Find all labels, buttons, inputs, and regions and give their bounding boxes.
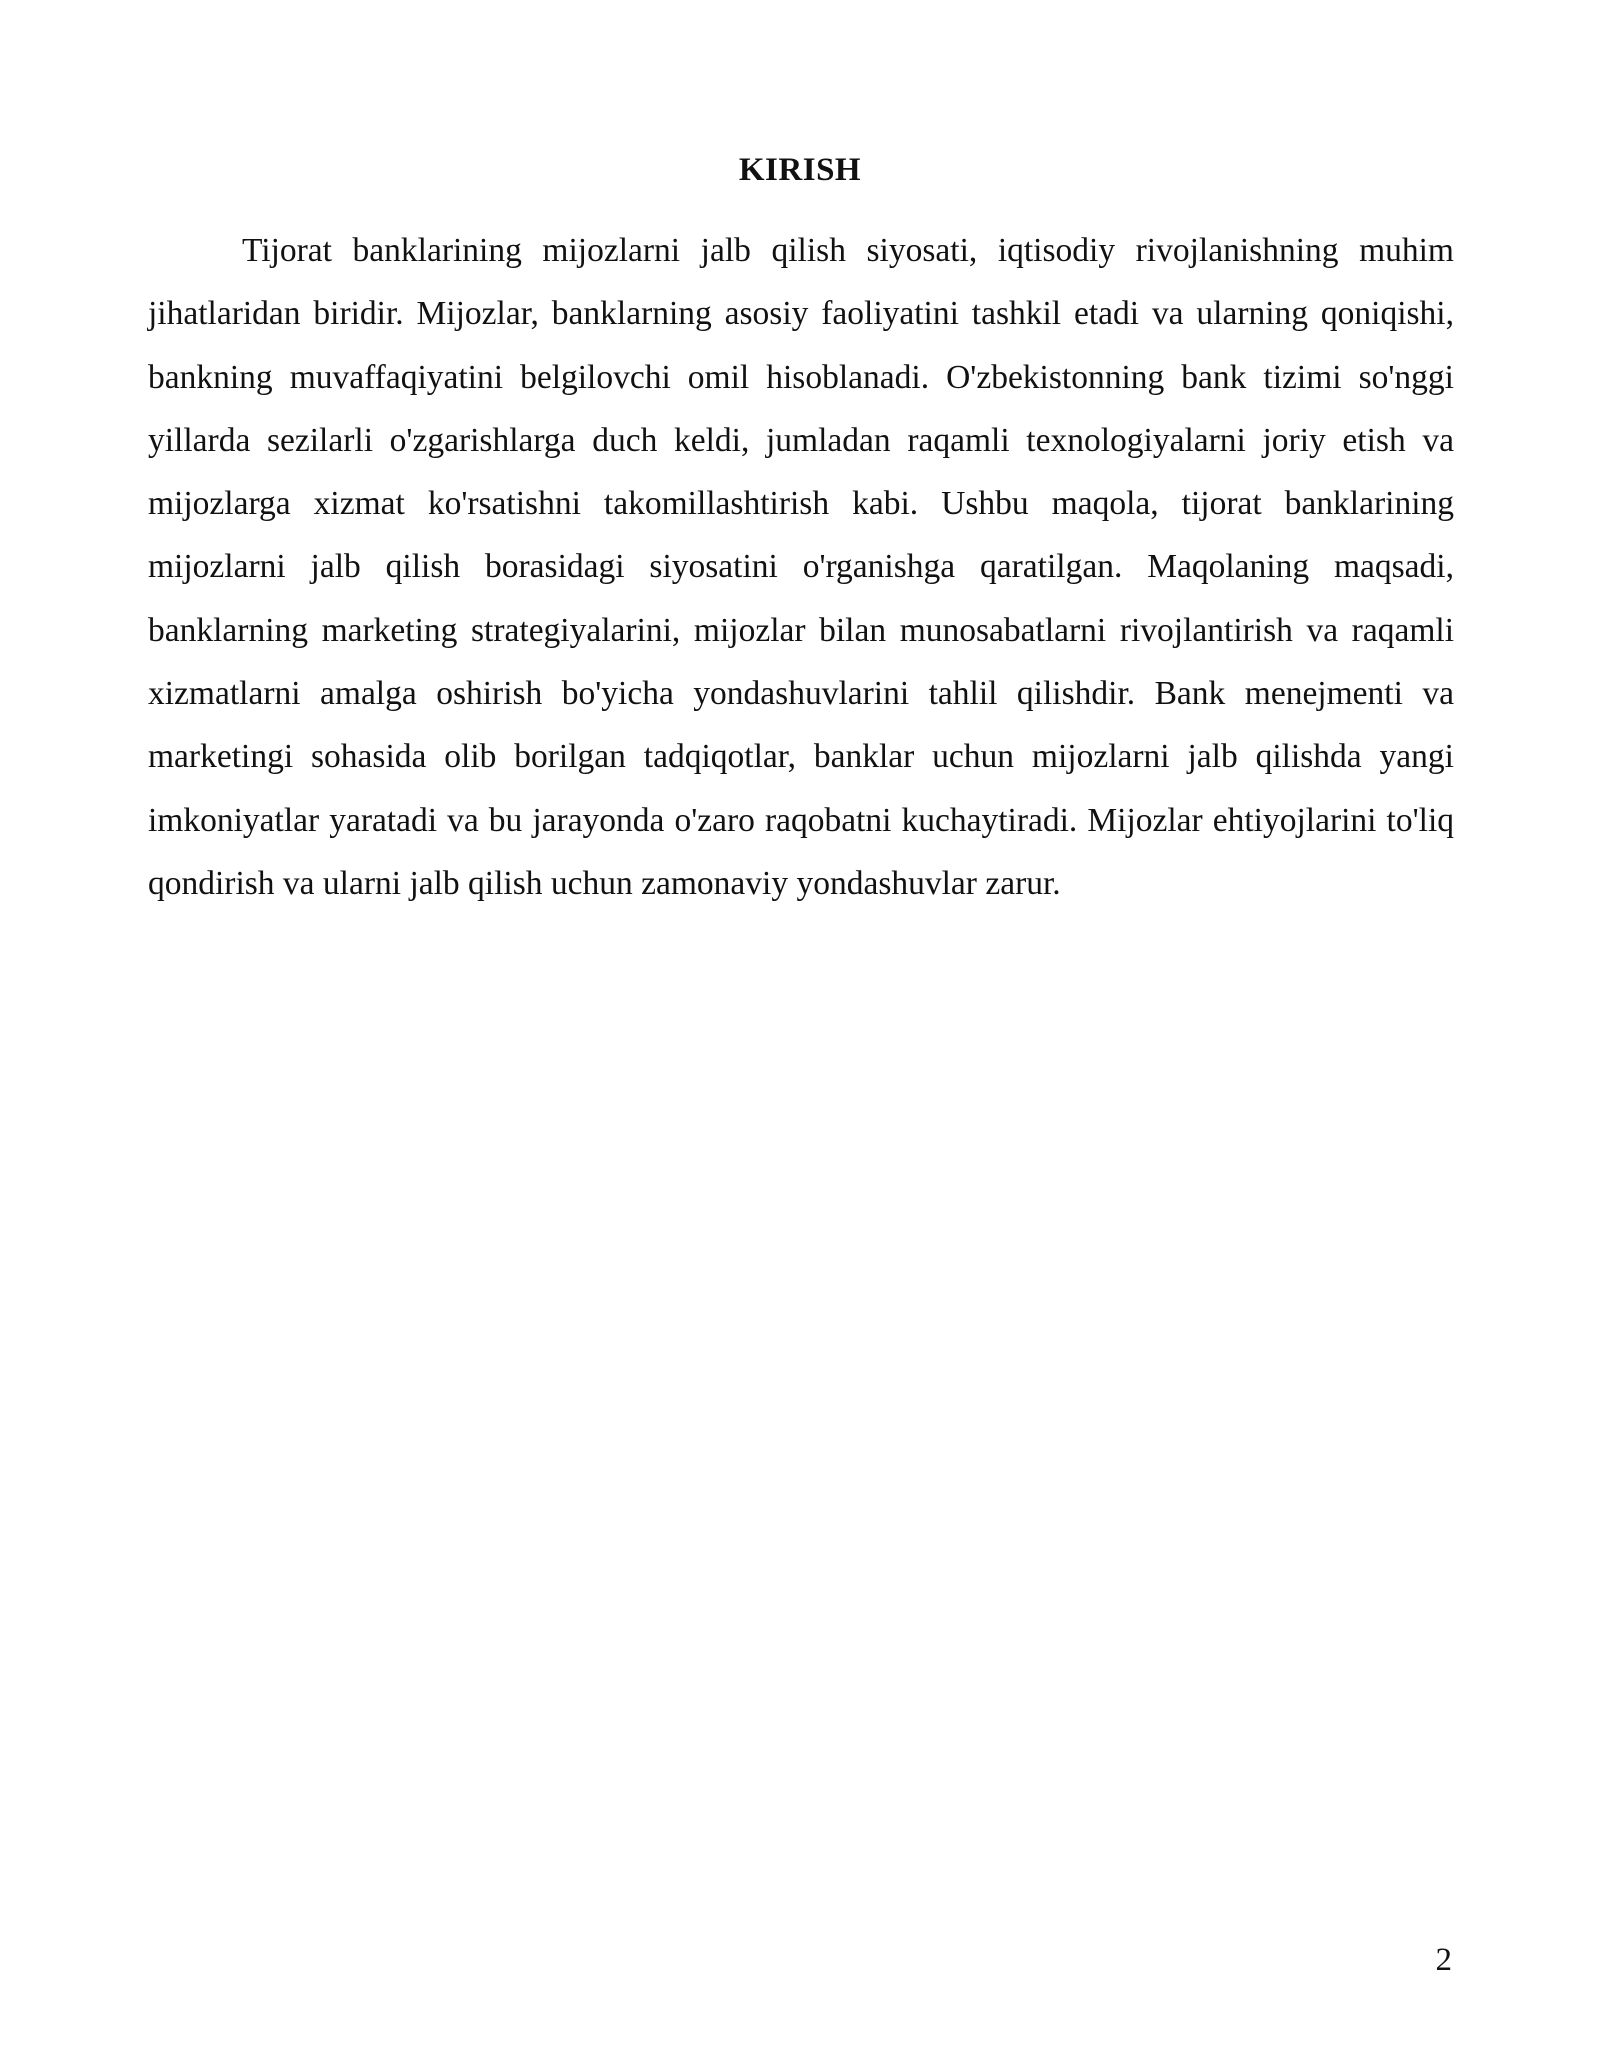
page-number: 2: [1435, 1942, 1452, 1978]
body-paragraph: Tijorat banklarining mijozlarni jalb qilish siyosati, iqtisodiy rivojlanishning muhim jihatlaridan biridir. Mijozlar, banklarning asosiy faoliyatini tashkil etadi va ularning qoniqishi, bankning muvaffaqiyatini belgilovchi omil hisoblanadi. O'zbekistonning bank tizimi so'nggi yillarda sezilarli o'zgarishlarga duch keldi, jumladan raqamli texnologiyalarni joriy etish va mijozlarga xizmat ko'rsatishni takomillashtirish kabi. Ushbu maqola, tijorat banklarining mijozlarni jalb qilish borasidagi siyosatini o'rganishga qaratilgan. Maqolaning maqsadi, banklarning marketing strategiyalarini, mijozlar bilan munosabatlarni rivojlantirish va raqamli xizmatlarni amalga oshirish bo'yicha yondashuvlarini tahlil qilishdir. Bank menejmenti va marketingi sohasida olib borilgan tadqiqotlar, banklar uchun mijozlarni jalb qilishda yangi imkoniyatlar yaratadi va bu jarayonda o'zaro raqobatni kuchaytiradi. Mijozlar ehtiyojlarini to'liq qondirish va ularni jalb qilish uchun zamonaviy yondashuvlar zarur.: [148, 232, 1454, 902]
section-heading: KIRISH: [738, 152, 862, 188]
